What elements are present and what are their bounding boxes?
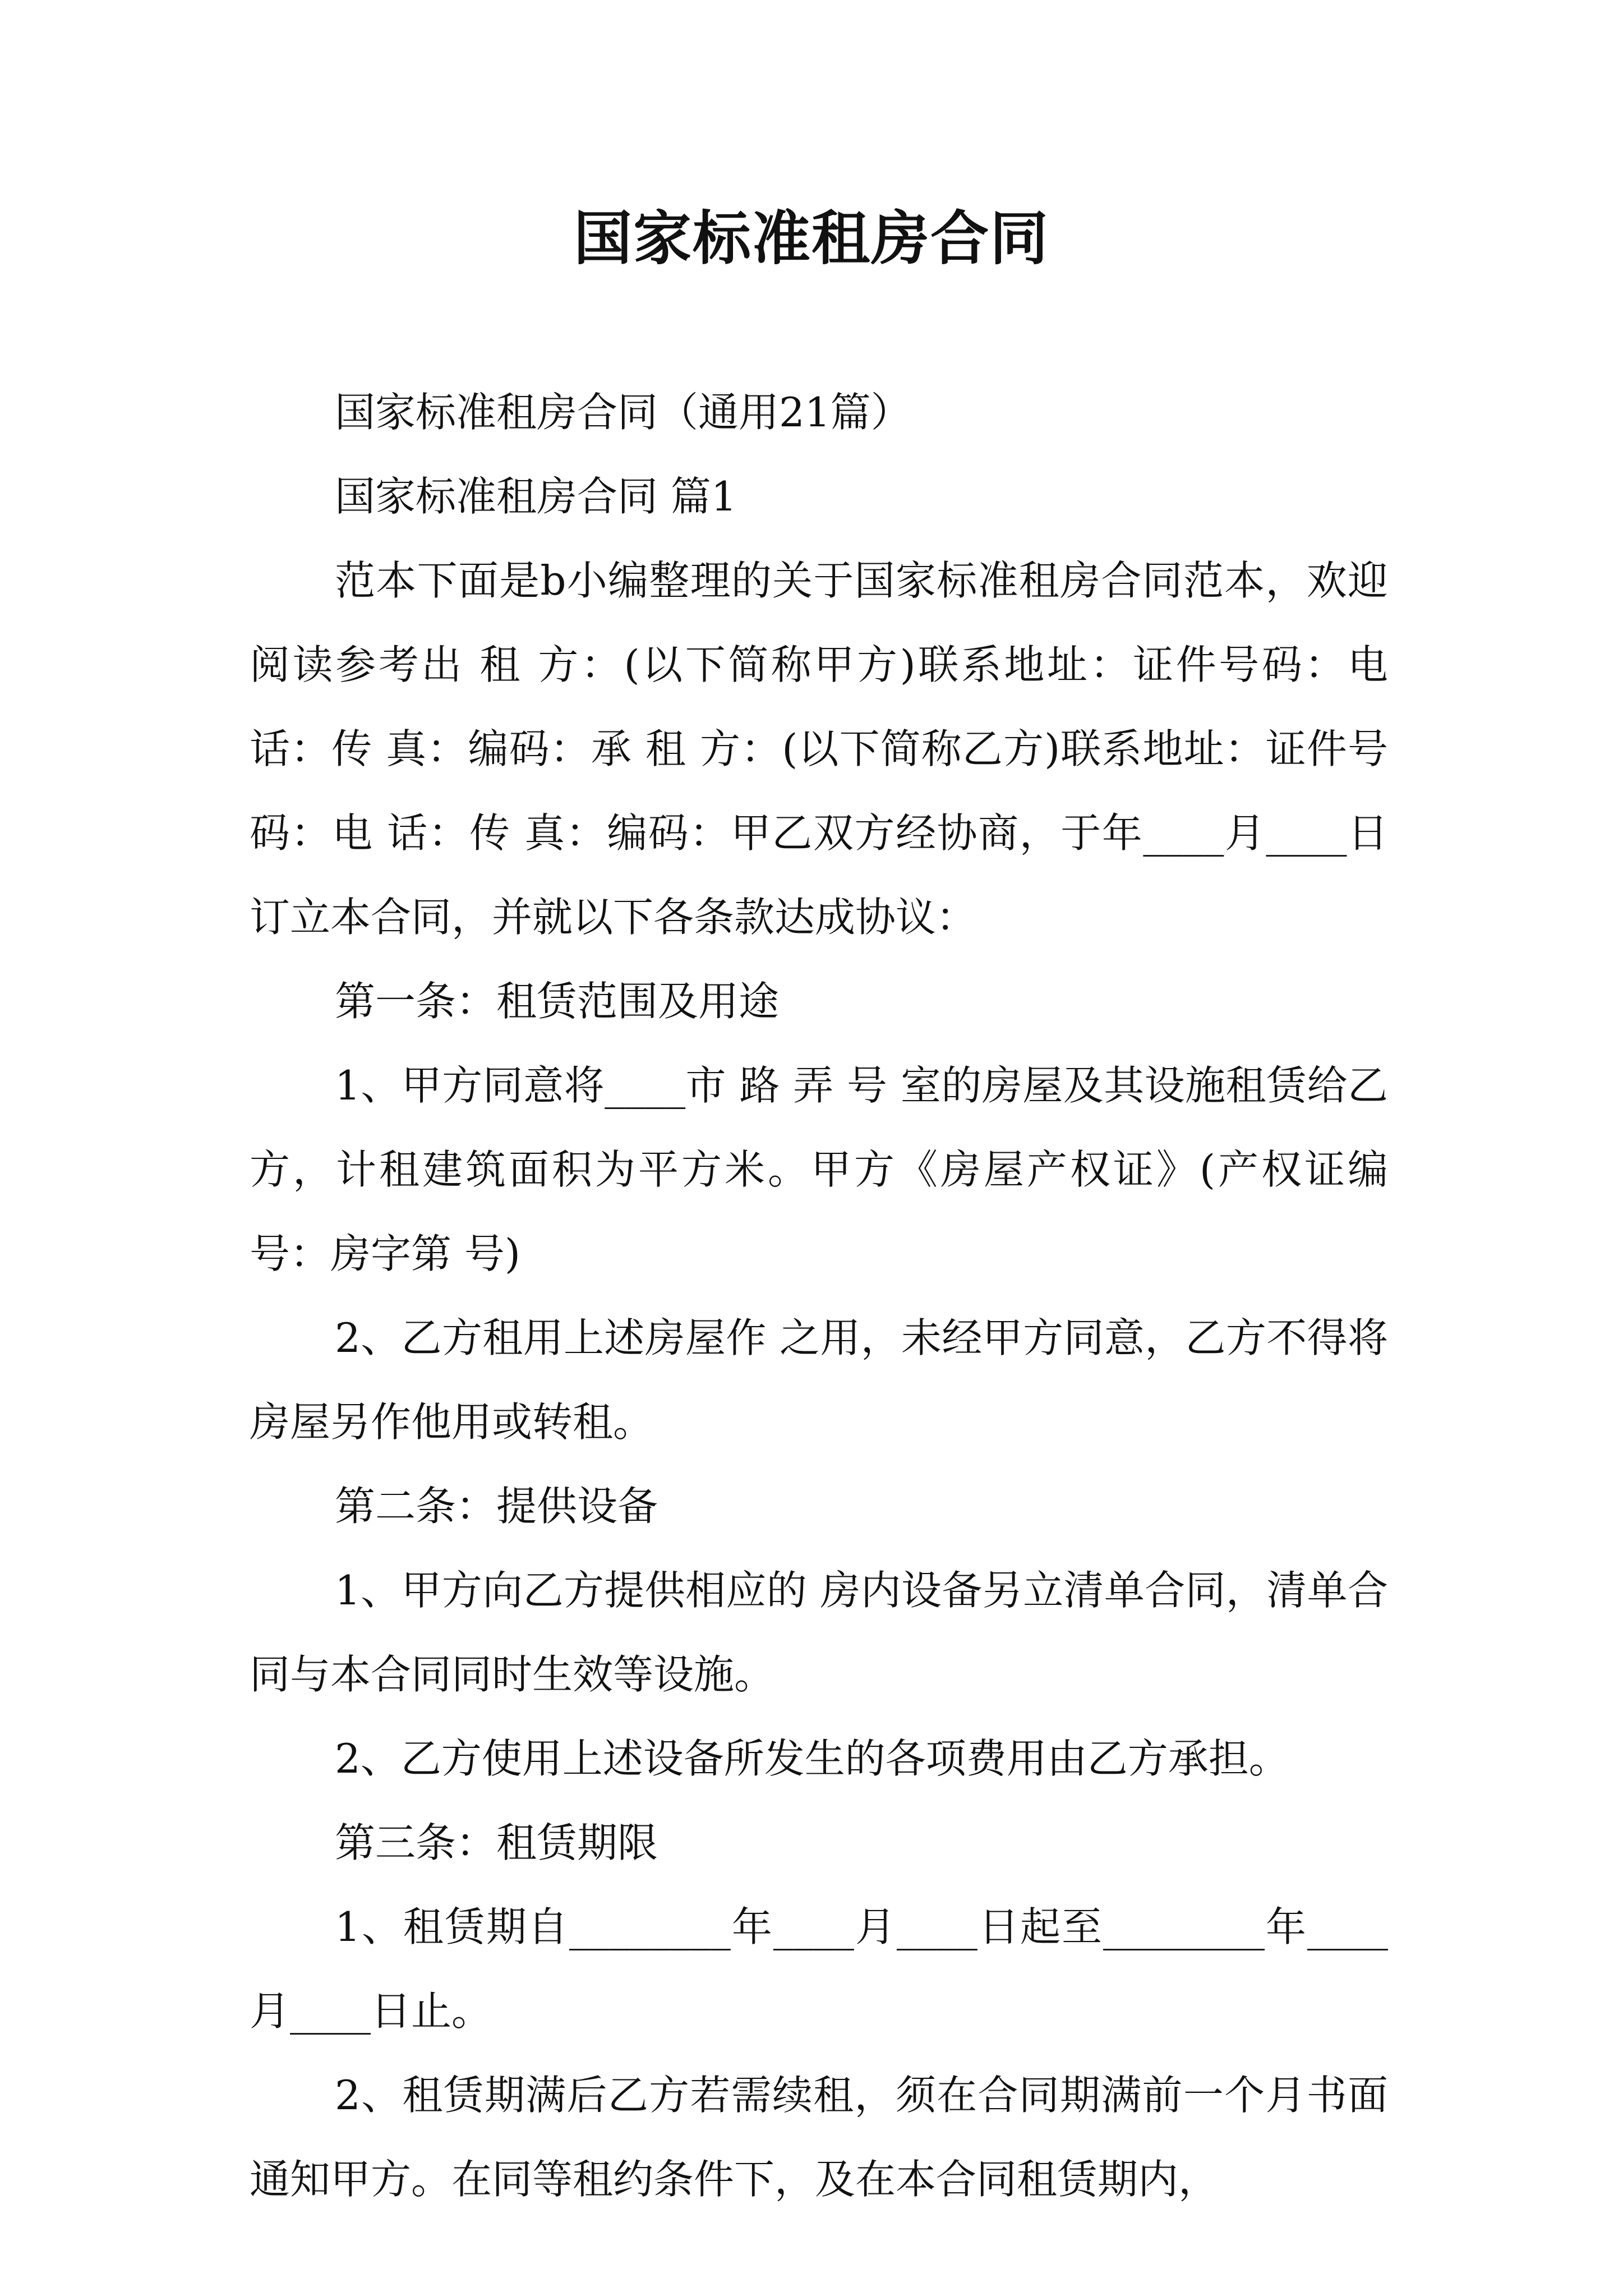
paragraph-clause-2-item-1: 1、甲方向乙方提供相应的 房内设备另立清单合同，清单合同与本合同同时生效等设施。 bbox=[250, 1567, 1388, 1698]
paragraph-clause-2-item-2: 2、乙方使用上述设备所发生的各项费用由乙方承担。 bbox=[335, 1735, 1289, 1782]
paragraph-clause-3-item-2: 2、租赁期满后乙方若需续租，须在合同期满前一个月书面通知甲方。在同等租约条件下，及在本合同租赁期内， bbox=[250, 2072, 1388, 2203]
paragraph-article-heading: 国家标准租房合同 篇1 bbox=[335, 473, 737, 520]
paragraph-clause-3-heading: 第三条：租赁期限 bbox=[335, 1819, 658, 1866]
paragraph-clause-3-item-1: 1、租赁期自________年____月____日起至________年____月____日止。 bbox=[250, 1903, 1388, 2035]
paragraph-clause-1-item-2: 2、乙方租用上述房屋作 之用，未经甲方同意，乙方不得将房屋另作他用或转租。 bbox=[250, 1314, 1388, 1446]
paragraph-clause-1-item-1: 1、甲方同意将____市 路 弄 号 室的房屋及其设施租赁给乙方，计租建筑面积为平方米。甲方《房屋产权证》(产权证编号：房字第 号) bbox=[250, 1062, 1388, 1277]
paragraph-intro: 范本下面是b小编整理的关于国家标准租房合同范本，欢迎阅读参考出 租 方：(以下简称甲方)联系地址：证件号码：电 话：传 真：编码：承 租 方：(以下简称乙方)联系地址：证件号码：电 话：传 真：编码：甲乙双方经协商，于年____月____日订立本合同，并就以下各条款达成协议： bbox=[250, 557, 1388, 941]
paragraph-clause-2-heading: 第二条：提供设备 bbox=[335, 1483, 658, 1530]
paragraph-collection-title: 国家标准租房合同（通用21篇） bbox=[335, 389, 911, 436]
document-body bbox=[250, 370, 1388, 2221]
document-title: 国家标准租房合同 bbox=[573, 204, 1049, 273]
paragraph-clause-1-heading: 第一条：租赁范围及用途 bbox=[335, 978, 780, 1025]
